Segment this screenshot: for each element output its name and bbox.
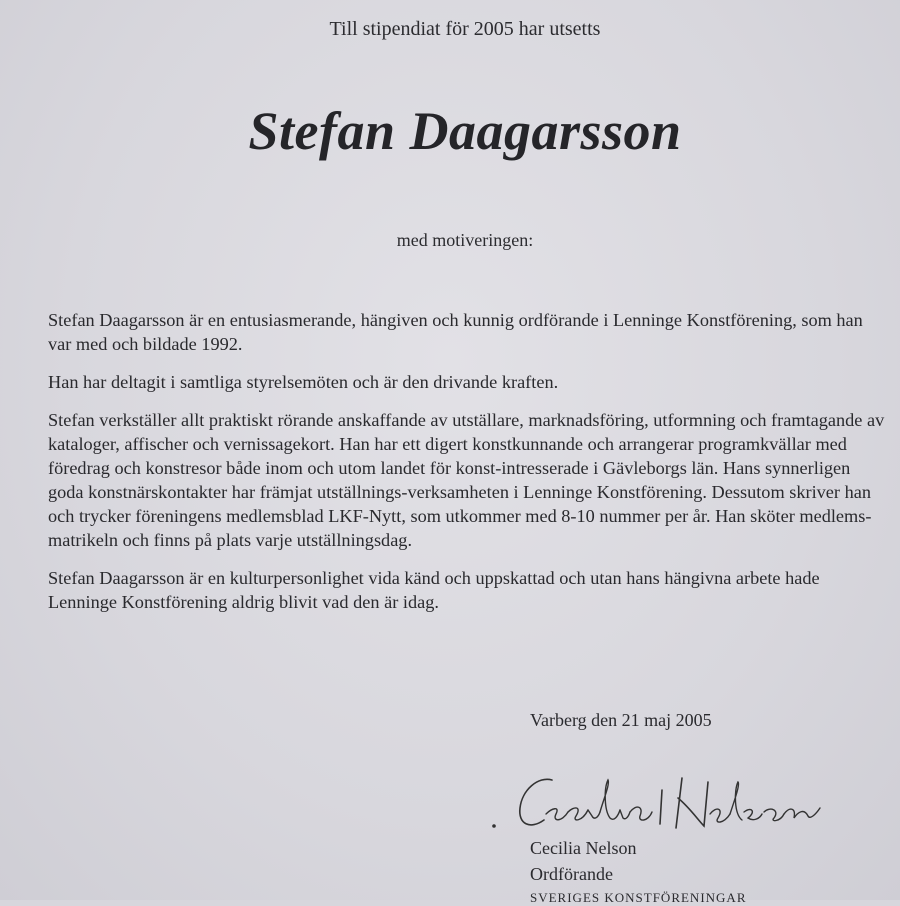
handwritten-signature [490,768,830,838]
motivation-label: med motiveringen: [396,230,534,250]
signer-name: Cecilia Nelson [530,838,637,858]
motivation-text [48,308,888,628]
organization-name: SVERIGES KONSTFÖRENINGAR [530,890,747,905]
signer-title: Ordförande [530,864,613,884]
paragraph-2: Han har deltagit i samtliga styrelsemöten och är den drivande kraften. [48,372,559,392]
paragraph-4: Stefan Daagarsson är en kulturpersonlighet vida känd och uppskattad och utan hans hängivna arbete hade Lenninge Konstförening aldrig blivit vad den är idag. [48,568,820,612]
paragraph-1: Stefan Daagarsson är en entusiasmerande, hängiven och kunnig ordförande i Lenninge Konstförening, som han var med och bildade 1992. [48,310,863,354]
honoree-name: Stefan Daagarsson [248,101,682,161]
intro-line: Till stipendiat för 2005 har utsetts [329,18,601,40]
place-and-date: Varberg den 21 maj 2005 [530,710,712,730]
paragraph-3: Stefan verkställer allt praktiskt rörande anskaffande av utställare, marknadsföring, utformning och framtagande av kataloger, affischer och vernissagekort. Han har ett digert konstkunnande och arrangerar programkvällar med föredrag och konstresor både inom och utom landet för konst-intresserade i Gävleborgs län. Hans synnerligen goda konstnärskontakter har främjat utställnings-verksamheten i Lenninge Konstförening. Dessutom skriver han och trycker föreningens medlemsblad LKF-Nytt, som utkommer med 8-10 nummer per år. Han sköter medlems-matrikeln och finns på plats varje utställningsdag. [48,410,885,550]
